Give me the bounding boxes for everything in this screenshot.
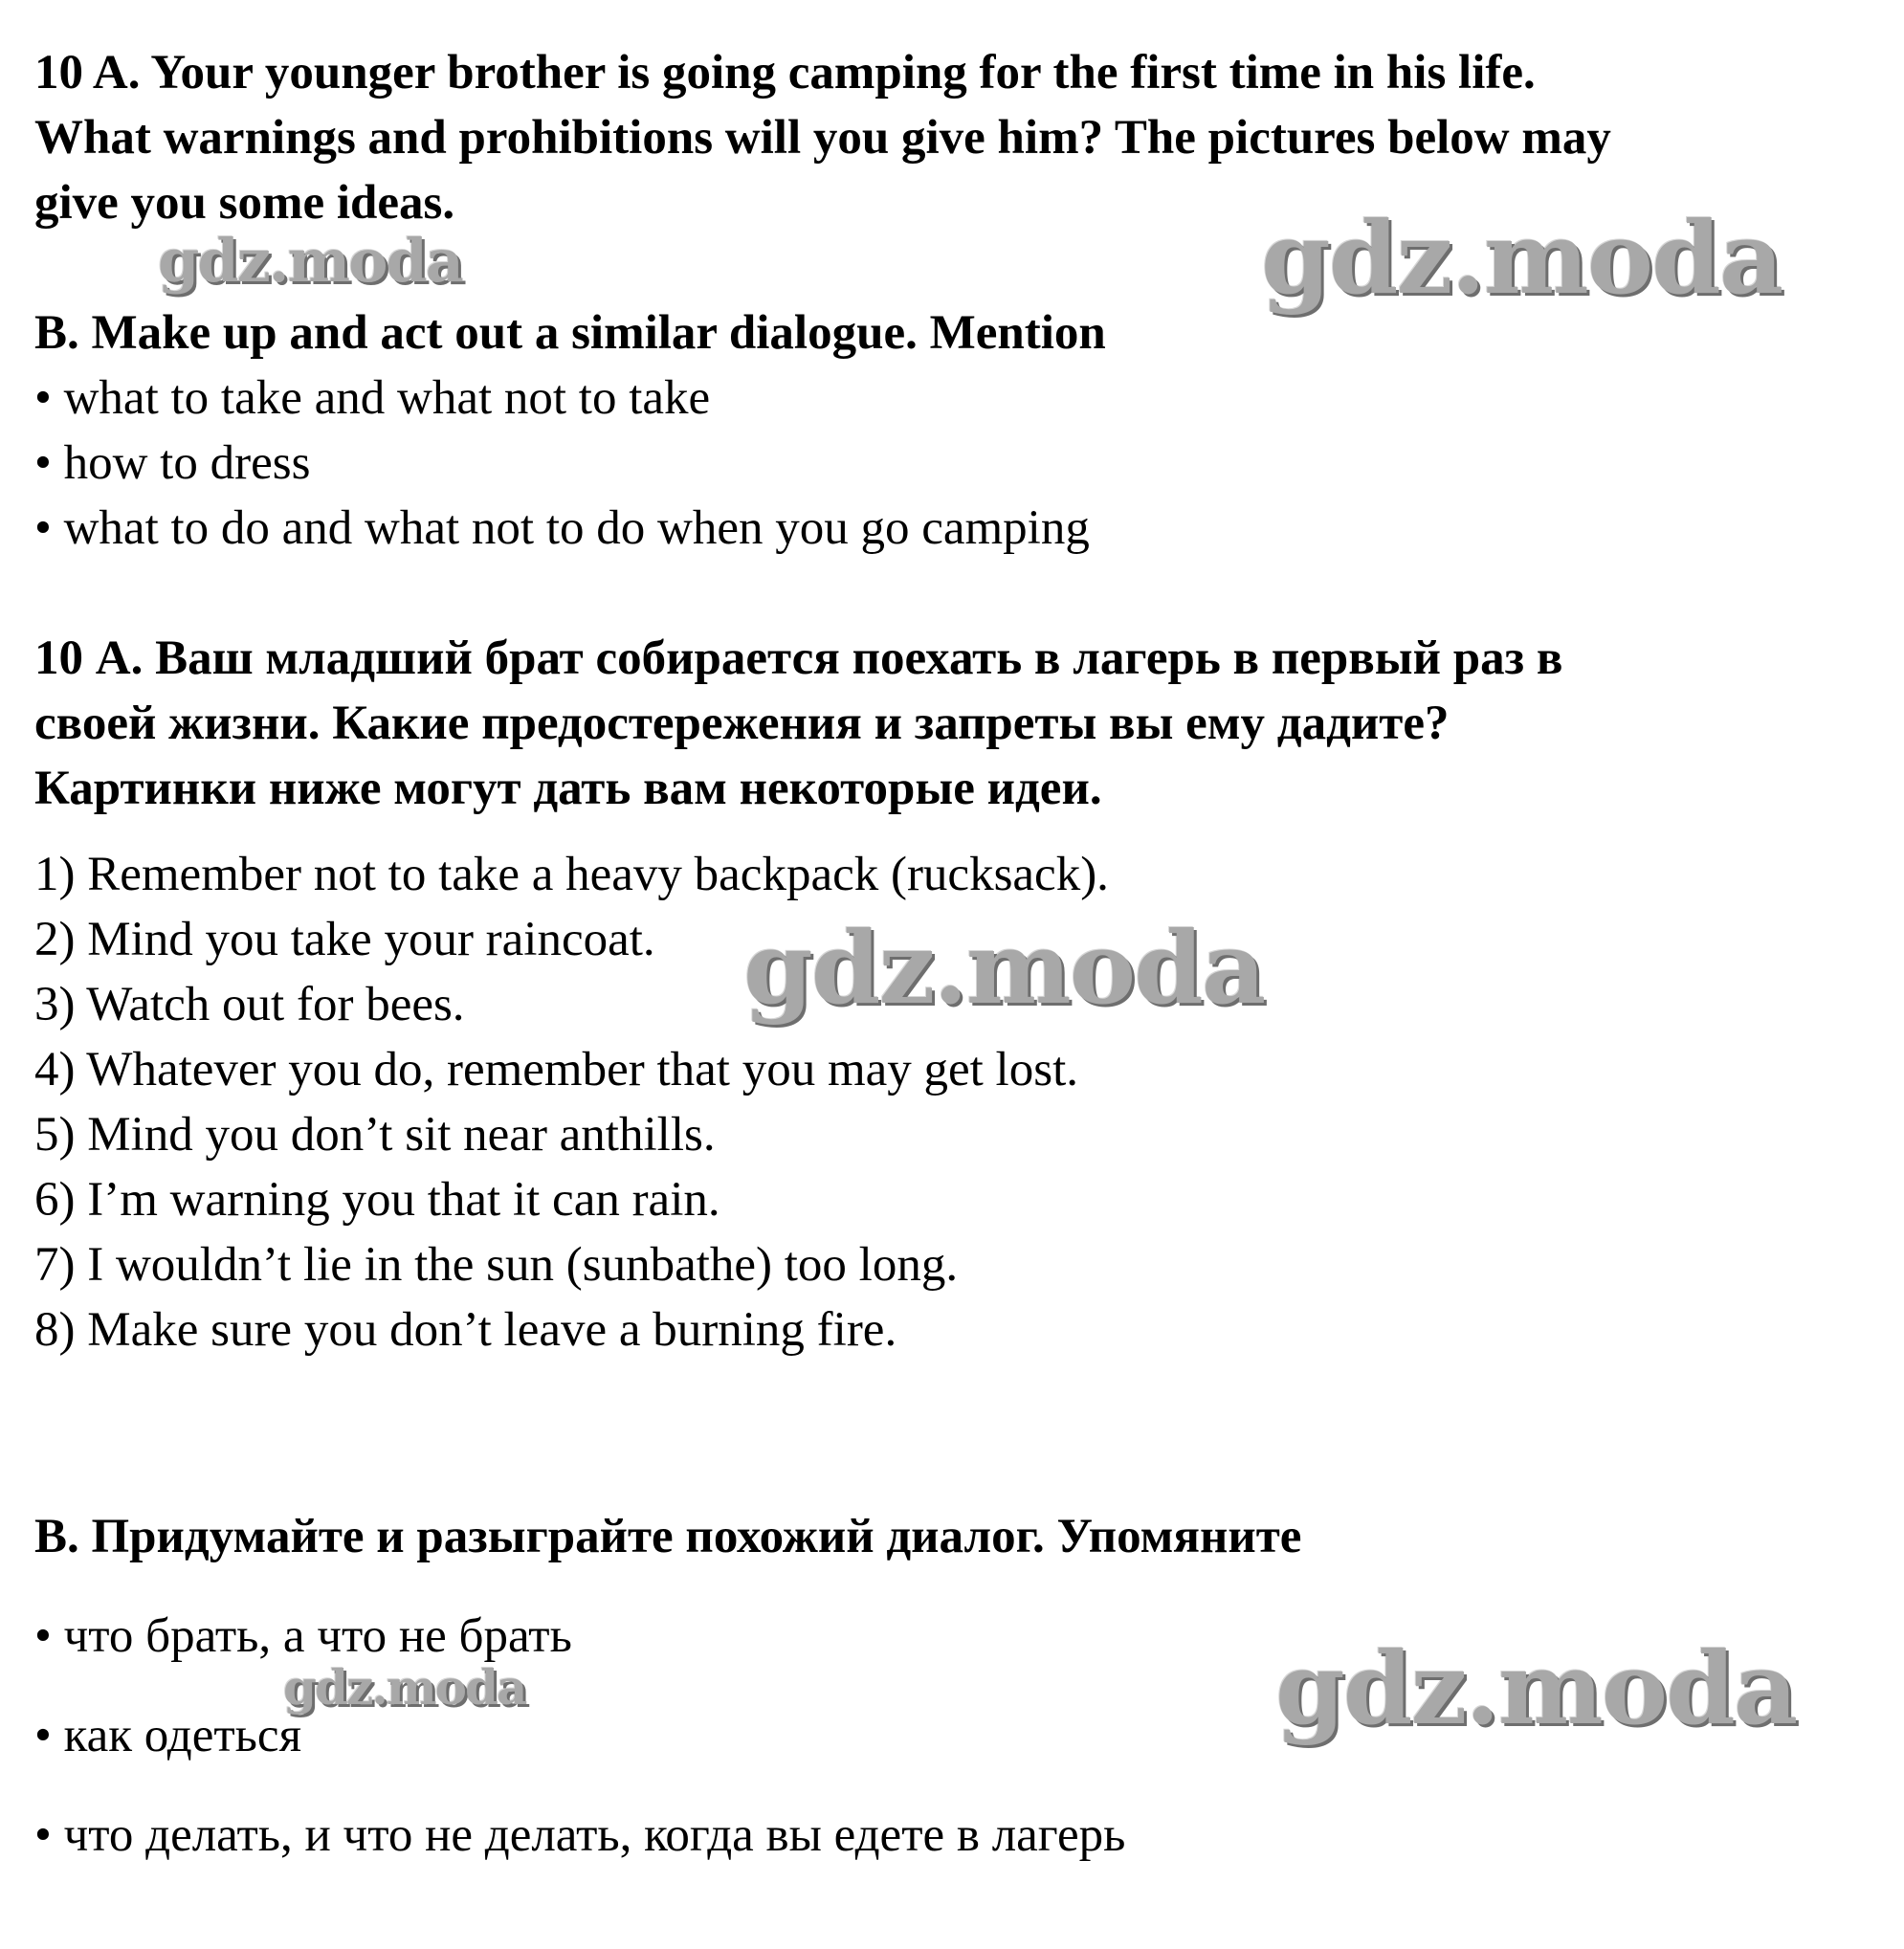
watermark-logo: gdz.moda: [283, 1659, 526, 1716]
task-en-b-item: • what to do and what not to do when you go camping: [34, 501, 1090, 555]
task-ru-b-item: • что брать, а что не брать: [34, 1609, 572, 1663]
task-en-b-item: • how to dress: [34, 436, 311, 490]
answer-item: 1) Remember not to take a heavy backpack (rucksack).: [34, 848, 1109, 901]
task-en-b-heading: B. Make up and act out a similar dialogue. Mention: [34, 306, 1106, 360]
task-ru-a-line: 10 А. Ваш младший брат собирается поехать в лагерь в первый раз в: [34, 631, 1563, 685]
task-ru-b-item: • как одеться: [34, 1709, 302, 1762]
answer-item: 5) Mind you don’t sit near anthills.: [34, 1108, 716, 1162]
answer-item: 4) Whatever you do, remember that you may get lost.: [34, 1043, 1078, 1096]
task-ru-a-line: Картинки ниже могут дать вам некоторые идеи.: [34, 762, 1102, 815]
task-ru-a-line: своей жизни. Какие предостережения и запреты вы ему дадите?: [34, 697, 1450, 750]
answer-item: 2) Mind you take your raincoat.: [34, 913, 655, 966]
task-en-a-line: What warnings and prohibitions will you give him? The pictures below may: [34, 111, 1611, 165]
task-ru-b-item: • что делать, и что не делать, когда вы едете в лагерь: [34, 1808, 1126, 1862]
task-en-b: [34, 300, 1871, 561]
watermark-logo: gdz.moda: [1275, 1629, 1797, 1747]
task-en-a-line: give you some ideas.: [34, 176, 455, 230]
watermark-logo: gdz.moda: [158, 226, 462, 296]
answer-item: 8) Make sure you don’t leave a burning fire.: [34, 1303, 897, 1357]
task-en-b-item: • what to take and what not to take: [34, 371, 711, 425]
answer-item: 7) I wouldn’t lie in the sun (sunbathe) too long.: [34, 1238, 959, 1292]
answer-item: 6) I’m warning you that it can rain.: [34, 1173, 720, 1227]
answer-item: 3) Watch out for bees.: [34, 978, 465, 1031]
task-ru-b-heading: В. Придумайте и разыграйте похожий диалог. Упомяните: [34, 1510, 1302, 1563]
watermark-logo: gdz.moda: [743, 909, 1265, 1027]
task-ru-a: [34, 626, 1871, 821]
watermark-logo: gdz.moda: [1261, 199, 1782, 317]
task-en-a-line: 10 A. Your younger brother is going camping for the first time in his life.: [34, 46, 1536, 100]
